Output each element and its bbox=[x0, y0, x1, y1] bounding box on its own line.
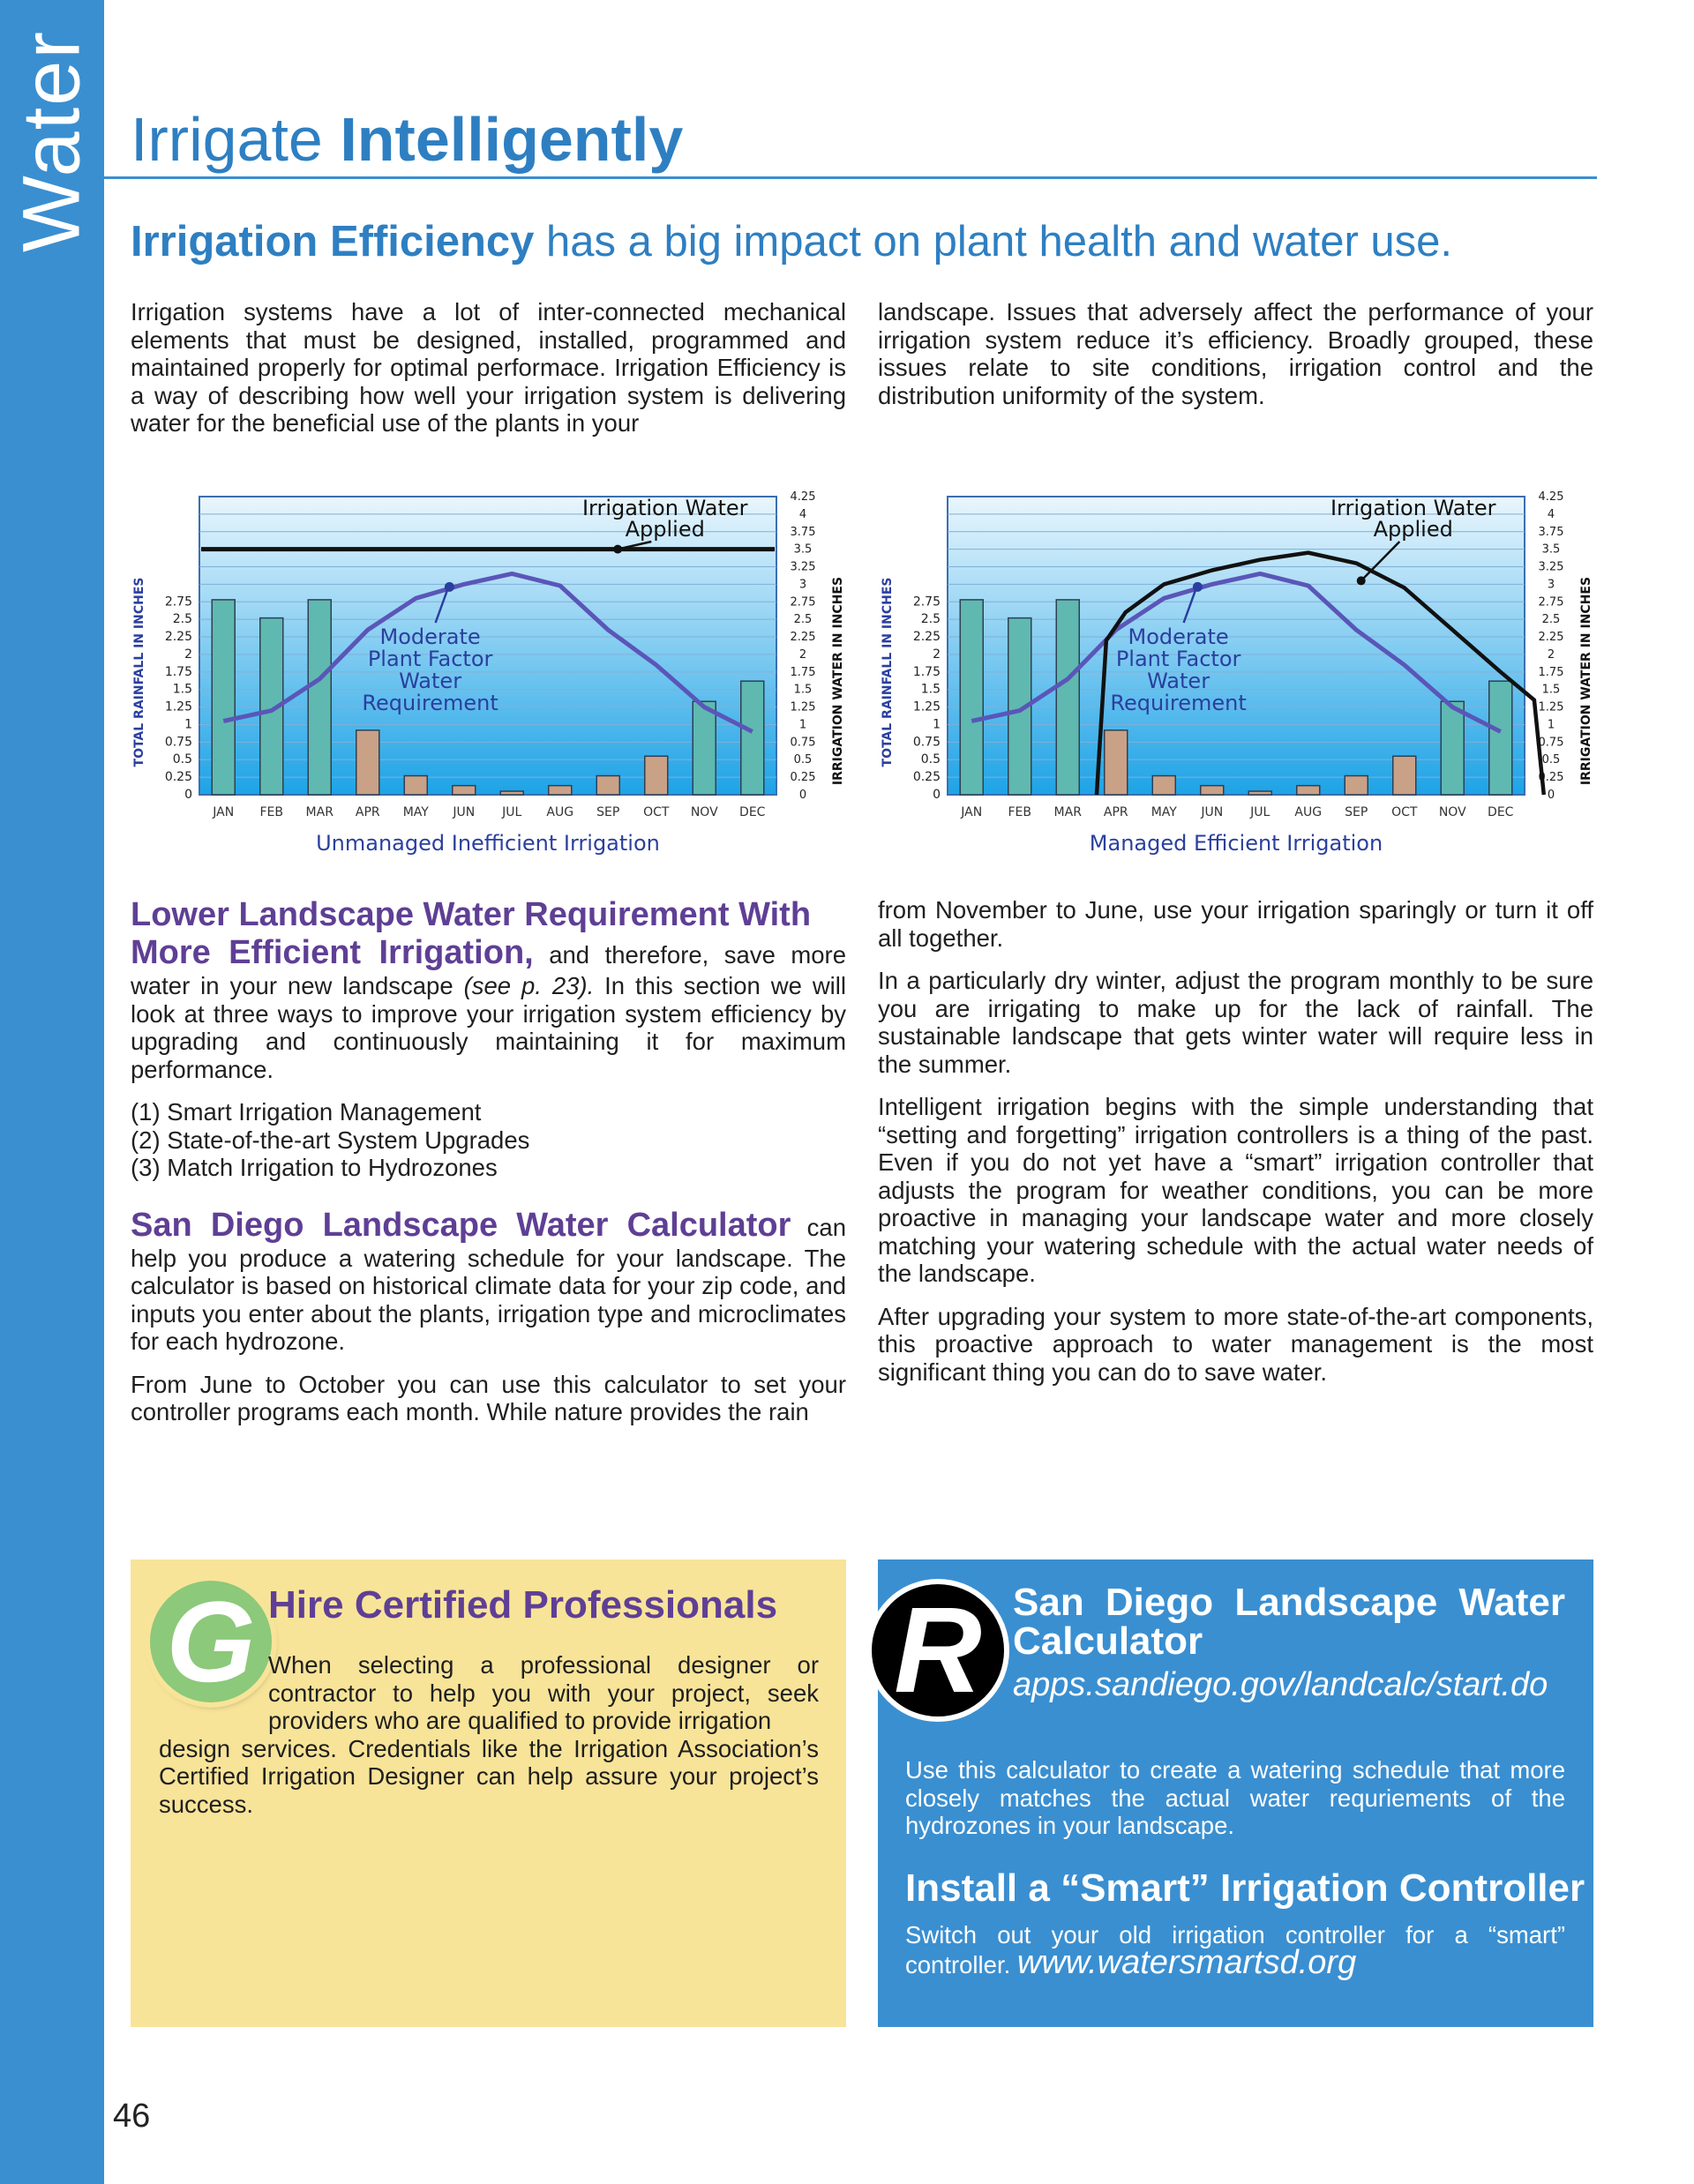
left-tick-label: 1.5 bbox=[920, 682, 941, 697]
right-tick-label: 0.25 bbox=[1538, 771, 1564, 785]
left-tick-label: 2 bbox=[184, 647, 192, 662]
body-left-column bbox=[131, 896, 846, 1441]
requirement-annotation-line: Water bbox=[399, 669, 462, 693]
right-tick-label: 3.5 bbox=[793, 542, 813, 557]
left-axis-title: TOTAL RAINFALL IN INCHES bbox=[132, 577, 146, 767]
left-tick-label: 0 bbox=[184, 788, 192, 802]
rainfall-bar bbox=[356, 730, 379, 795]
chart-managed-irrigation bbox=[879, 483, 1599, 861]
rainfall-bar bbox=[645, 756, 668, 795]
right-tick-label: 1.25 bbox=[1538, 700, 1564, 714]
rainfall-bar bbox=[1105, 730, 1128, 795]
right-tick-label: 4 bbox=[1547, 507, 1555, 521]
efficiency-text-end: In this section we will look at three ways to improve your irrigation system efficiency by upgrading and continuously maintaining it for maximum performance. bbox=[131, 972, 847, 1083]
water-calculator-text: Use this calculator to create a watering schedule that more closely matches the actual water requriements of the hydrozones in your landscape. bbox=[905, 1756, 1565, 1839]
left-tick-label: 1.5 bbox=[172, 682, 192, 697]
rainfall-bar bbox=[1056, 600, 1079, 795]
right-tick-label: 3 bbox=[1547, 578, 1555, 592]
right-tick-label: 2 bbox=[798, 647, 807, 662]
month-tick-label: MAY bbox=[402, 805, 429, 819]
left-tick-label: 0.5 bbox=[920, 752, 941, 767]
requirement-annotation-line: Moderate bbox=[379, 625, 481, 649]
requirement-marker bbox=[445, 582, 454, 592]
water-calculator-title: San Diego Landscape Water Calculator bbox=[1013, 1581, 1565, 1663]
upgrading-paragraph: After upgrading your system to more state-of-the-art components, this proactive approach to water management is the most significant thing you can do to save water. bbox=[878, 1302, 1593, 1386]
hire-professionals-text-indent: When selecting a professional designer or contractor to help you with your project, seek providers who are qualified to provide irrigation bbox=[268, 1651, 819, 1734]
left-tick-label: 1 bbox=[184, 717, 192, 732]
applied-annotation-line2: Applied bbox=[625, 517, 705, 542]
r-badge-icon: R bbox=[866, 1579, 1009, 1722]
right-tick-label: 1.5 bbox=[793, 683, 813, 697]
page-subtitle bbox=[131, 217, 1452, 266]
chart-unmanaged-irrigation bbox=[131, 483, 851, 861]
rainfall-bar bbox=[1201, 786, 1224, 795]
hire-professionals-title: Hire Certified Professionals bbox=[268, 1583, 778, 1627]
month-tick-label: FEB bbox=[1008, 805, 1032, 819]
month-tick-label: OCT bbox=[643, 805, 670, 819]
calculator-paragraph bbox=[131, 1207, 846, 1356]
month-tick-label: MAR bbox=[305, 805, 334, 819]
right-tick-label: 2.75 bbox=[790, 595, 816, 610]
month-tick-label: DEC bbox=[739, 805, 766, 819]
applied-annotation-line1: Irrigation Water bbox=[581, 496, 748, 520]
left-tick-label: 2.75 bbox=[912, 595, 941, 610]
right-tick-label: 4 bbox=[798, 507, 807, 521]
month-tick-label: DEC bbox=[1488, 805, 1514, 819]
november-paragraph: from November to June, use your irrigation sparingly or turn it off all together. bbox=[878, 896, 1593, 952]
rainfall-bar bbox=[453, 786, 476, 795]
month-tick-label: SEP bbox=[596, 805, 620, 819]
right-tick-label: 0 bbox=[798, 789, 807, 802]
water-calculator-link[interactable]: apps.sandiego.gov/landcalc/start.do bbox=[1013, 1666, 1548, 1703]
rainfall-bar bbox=[549, 786, 572, 795]
rainfall-bar bbox=[596, 776, 619, 795]
month-tick-label: JUL bbox=[502, 805, 522, 819]
efficiency-heading-line2: More Efficient Irrigation, bbox=[131, 934, 534, 971]
right-tick-label: 1.5 bbox=[1541, 683, 1561, 697]
applied-annotation-line1: Irrigation Water bbox=[1330, 496, 1496, 520]
rainfall-bar bbox=[741, 681, 764, 795]
improvement-list bbox=[131, 1098, 846, 1182]
right-tick-label: 3.25 bbox=[790, 560, 816, 574]
left-tick-label: 0.25 bbox=[912, 770, 941, 785]
rainfall-bar bbox=[1248, 791, 1271, 795]
right-tick-label: 3.5 bbox=[1541, 542, 1561, 557]
left-tick-label: 2.5 bbox=[920, 612, 941, 627]
hire-professionals-text bbox=[159, 1651, 819, 1818]
chart-title: Managed Efficient Irrigation bbox=[1089, 831, 1383, 856]
rainfall-bar bbox=[1393, 756, 1416, 795]
list-item: (3) Match Irrigation to Hydrozones bbox=[131, 1154, 498, 1181]
right-tick-label: 0.75 bbox=[790, 736, 816, 750]
rainfall-bar bbox=[693, 701, 716, 795]
left-tick-label: 0.5 bbox=[172, 752, 192, 767]
month-tick-label: NOV bbox=[1438, 805, 1466, 819]
left-tick-label: 1.25 bbox=[912, 699, 941, 714]
rainfall-bar bbox=[1441, 701, 1464, 795]
left-tick-label: 2.75 bbox=[164, 595, 192, 610]
requirement-marker bbox=[1193, 582, 1203, 592]
applied-marker bbox=[613, 545, 622, 554]
rainfall-bar bbox=[404, 776, 427, 795]
intro-left-column bbox=[131, 298, 846, 453]
left-tick-label: 0.25 bbox=[164, 770, 192, 785]
left-tick-label: 1.75 bbox=[912, 664, 941, 679]
right-tick-label: 2.5 bbox=[1541, 613, 1561, 627]
list-item: (2) State-of-the-art System Upgrades bbox=[131, 1126, 530, 1154]
page-title bbox=[131, 104, 683, 175]
title-divider bbox=[104, 176, 1597, 179]
right-tick-label: 3.75 bbox=[1538, 525, 1564, 539]
right-tick-label: 2.5 bbox=[793, 613, 813, 627]
right-tick-label: 1 bbox=[1547, 718, 1555, 732]
month-tick-label: SEP bbox=[1345, 805, 1368, 819]
month-tick-label: MAR bbox=[1053, 805, 1082, 819]
right-tick-label: 4.25 bbox=[1538, 490, 1564, 504]
section-sidebar bbox=[0, 0, 104, 2184]
requirement-annotation-line: Plant Factor bbox=[1115, 647, 1241, 671]
right-axis-title: IRRIGATION WATER IN INCHES bbox=[831, 576, 845, 786]
intro-right-column bbox=[878, 298, 1593, 424]
june-october-paragraph: From June to October you can use this calculator to set your controller programs each month. While nature provides the rain bbox=[131, 1370, 846, 1425]
rainfall-bar bbox=[212, 600, 235, 795]
rainfall-bar bbox=[1152, 776, 1175, 795]
rainfall-bar bbox=[1489, 681, 1512, 795]
rainfall-bar bbox=[960, 600, 983, 795]
right-tick-label: 0 bbox=[1547, 789, 1555, 802]
applied-annotation-line2: Applied bbox=[1373, 517, 1453, 542]
left-tick-label: 1.75 bbox=[164, 664, 192, 679]
left-tick-label: 0.75 bbox=[164, 735, 192, 750]
intro-left-paragraph: Irrigation systems have a lot of inter-connected mechanical elements that must be designed, installed, programmed and maintained properly for optimal performace. Irrigation Efficiency is a way of describing how well your irrigation system is delivering water for the beneficial use of the plants in your bbox=[131, 298, 846, 437]
rainfall-bar bbox=[308, 600, 331, 795]
right-tick-label: 3 bbox=[798, 578, 807, 592]
month-tick-label: FEB bbox=[259, 805, 284, 819]
calculator-heading: San Diego Landscape Water Calculator bbox=[131, 1206, 791, 1244]
left-tick-label: 0 bbox=[933, 788, 941, 802]
body-right-column bbox=[878, 896, 1593, 1401]
requirement-annotation-line: Requirement bbox=[1110, 691, 1247, 715]
smart-controller-text-body: Switch out your old irrigation controller for a “smart” controller. bbox=[905, 1921, 1565, 1978]
applied-marker bbox=[1357, 576, 1366, 585]
right-tick-label: 2.25 bbox=[1538, 631, 1564, 645]
right-tick-label: 3.75 bbox=[790, 525, 816, 539]
right-tick-label: 2.75 bbox=[1538, 595, 1564, 610]
list-item: (1) Smart Irrigation Management bbox=[131, 1098, 482, 1126]
g-badge-icon: G bbox=[150, 1581, 272, 1702]
smart-controller-text bbox=[905, 1921, 1565, 1981]
right-tick-label: 2 bbox=[1547, 647, 1555, 662]
right-tick-label: 0.5 bbox=[1541, 753, 1561, 767]
subtitle-bold: Irrigation Efficiency bbox=[131, 218, 535, 266]
requirement-annotation-line: Requirement bbox=[362, 691, 498, 715]
month-tick-label: AUG bbox=[546, 805, 574, 819]
right-tick-label: 1.75 bbox=[1538, 665, 1564, 679]
intelligent-irrigation-paragraph: Intelligent irrigation begins with the simple understanding that “setting and forgetting” irrigation controllers is a thing of the past. Even if you do not yet have a “smart” irrigation controller that adjusts the program for weather conditions, you can be more proactive in managing your landscape water and more closely matching your watering schedule with the actual water needs of the landscape. bbox=[878, 1093, 1593, 1287]
efficiency-heading-line1: Lower Landscape Water Requirement With bbox=[131, 896, 812, 933]
watersmart-link[interactable]: www.watersmartsd.org bbox=[1016, 1943, 1357, 1981]
requirement-annotation-line: Plant Factor bbox=[367, 647, 493, 671]
right-tick-label: 1 bbox=[798, 718, 807, 732]
month-tick-label: APR bbox=[1103, 805, 1128, 819]
left-tick-label: 2.25 bbox=[912, 630, 941, 645]
page-number: 46 bbox=[113, 2098, 151, 2135]
month-tick-label: APR bbox=[355, 805, 380, 819]
month-tick-label: AUG bbox=[1294, 805, 1323, 819]
left-tick-label: 2.5 bbox=[172, 612, 192, 627]
right-tick-label: 1.25 bbox=[790, 700, 816, 714]
left-axis-title: TOTAL RAINFALL IN INCHES bbox=[881, 577, 895, 767]
left-tick-label: 1.25 bbox=[164, 699, 192, 714]
month-tick-label: JAN bbox=[213, 805, 235, 819]
right-tick-label: 0.75 bbox=[1538, 736, 1564, 750]
subtitle-rest: has a big impact on plant health and water use. bbox=[534, 218, 1452, 266]
month-tick-label: MAY bbox=[1151, 805, 1177, 819]
rainfall-bar bbox=[1297, 786, 1320, 795]
right-tick-label: 3.25 bbox=[1538, 560, 1564, 574]
efficiency-page-ref: (see p. 23). bbox=[463, 972, 595, 999]
month-tick-label: JUL bbox=[1250, 805, 1270, 819]
month-tick-label: OCT bbox=[1391, 805, 1418, 819]
calculator-text: can help you produce a watering schedule for your landscape. The calculator is based on historical climate data for your zip code, and inputs you enter about the plants, irrigation type and microclimates for each hydrozone. bbox=[131, 1213, 846, 1355]
efficiency-paragraph bbox=[131, 896, 846, 1083]
smart-controller-heading: Install a “Smart” Irrigation Controller bbox=[905, 1866, 1585, 1910]
month-tick-label: JAN bbox=[961, 805, 983, 819]
dry-winter-paragraph: In a particularly dry winter, adjust the program monthly to be sure you are irrigating to make up for the lack of rainfall. The sustainable landscape that gets winter water will require less in the summer. bbox=[878, 967, 1593, 1078]
requirement-annotation-line: Moderate bbox=[1128, 625, 1229, 649]
right-tick-label: 2.25 bbox=[790, 631, 816, 645]
left-tick-label: 2 bbox=[933, 647, 941, 662]
month-tick-label: JUN bbox=[453, 805, 476, 819]
right-tick-label: 1.75 bbox=[790, 665, 816, 679]
page-title-light: Irrigate bbox=[131, 105, 341, 174]
section-word: Water bbox=[6, 30, 97, 252]
right-tick-label: 0.5 bbox=[793, 753, 813, 767]
left-tick-label: 0.75 bbox=[912, 735, 941, 750]
requirement-annotation-line: Water bbox=[1147, 669, 1211, 693]
rainfall-bar bbox=[1345, 776, 1368, 795]
right-axis-title: IRRIGATION WATER IN INCHES bbox=[1579, 576, 1593, 786]
rainfall-bar bbox=[500, 791, 523, 795]
intro-right-paragraph: landscape. Issues that adversely affect the performance of your irrigation system reduce it’s efficiency. Broadly grouped, these issues relate to site conditions, irrigation control and the distribution uniformity of the system. bbox=[878, 298, 1593, 409]
right-tick-label: 0.25 bbox=[790, 771, 816, 785]
efficiency-text: and therefore, save more water in your new landscape bbox=[131, 941, 846, 999]
month-tick-label: NOV bbox=[690, 805, 718, 819]
chart-title: Unmanaged Inefficient Irrigation bbox=[316, 831, 660, 856]
left-tick-label: 1 bbox=[933, 717, 941, 732]
month-tick-label: JUN bbox=[1201, 805, 1224, 819]
right-tick-label: 4.25 bbox=[790, 490, 816, 504]
left-tick-label: 2.25 bbox=[164, 630, 192, 645]
page-title-bold: Intelligently bbox=[340, 105, 684, 174]
hire-professionals-text-rest: design services. Credentials like the Irrigation Association’s Certified Irrigation Designer can help assure your project’s success. bbox=[159, 1734, 819, 1818]
